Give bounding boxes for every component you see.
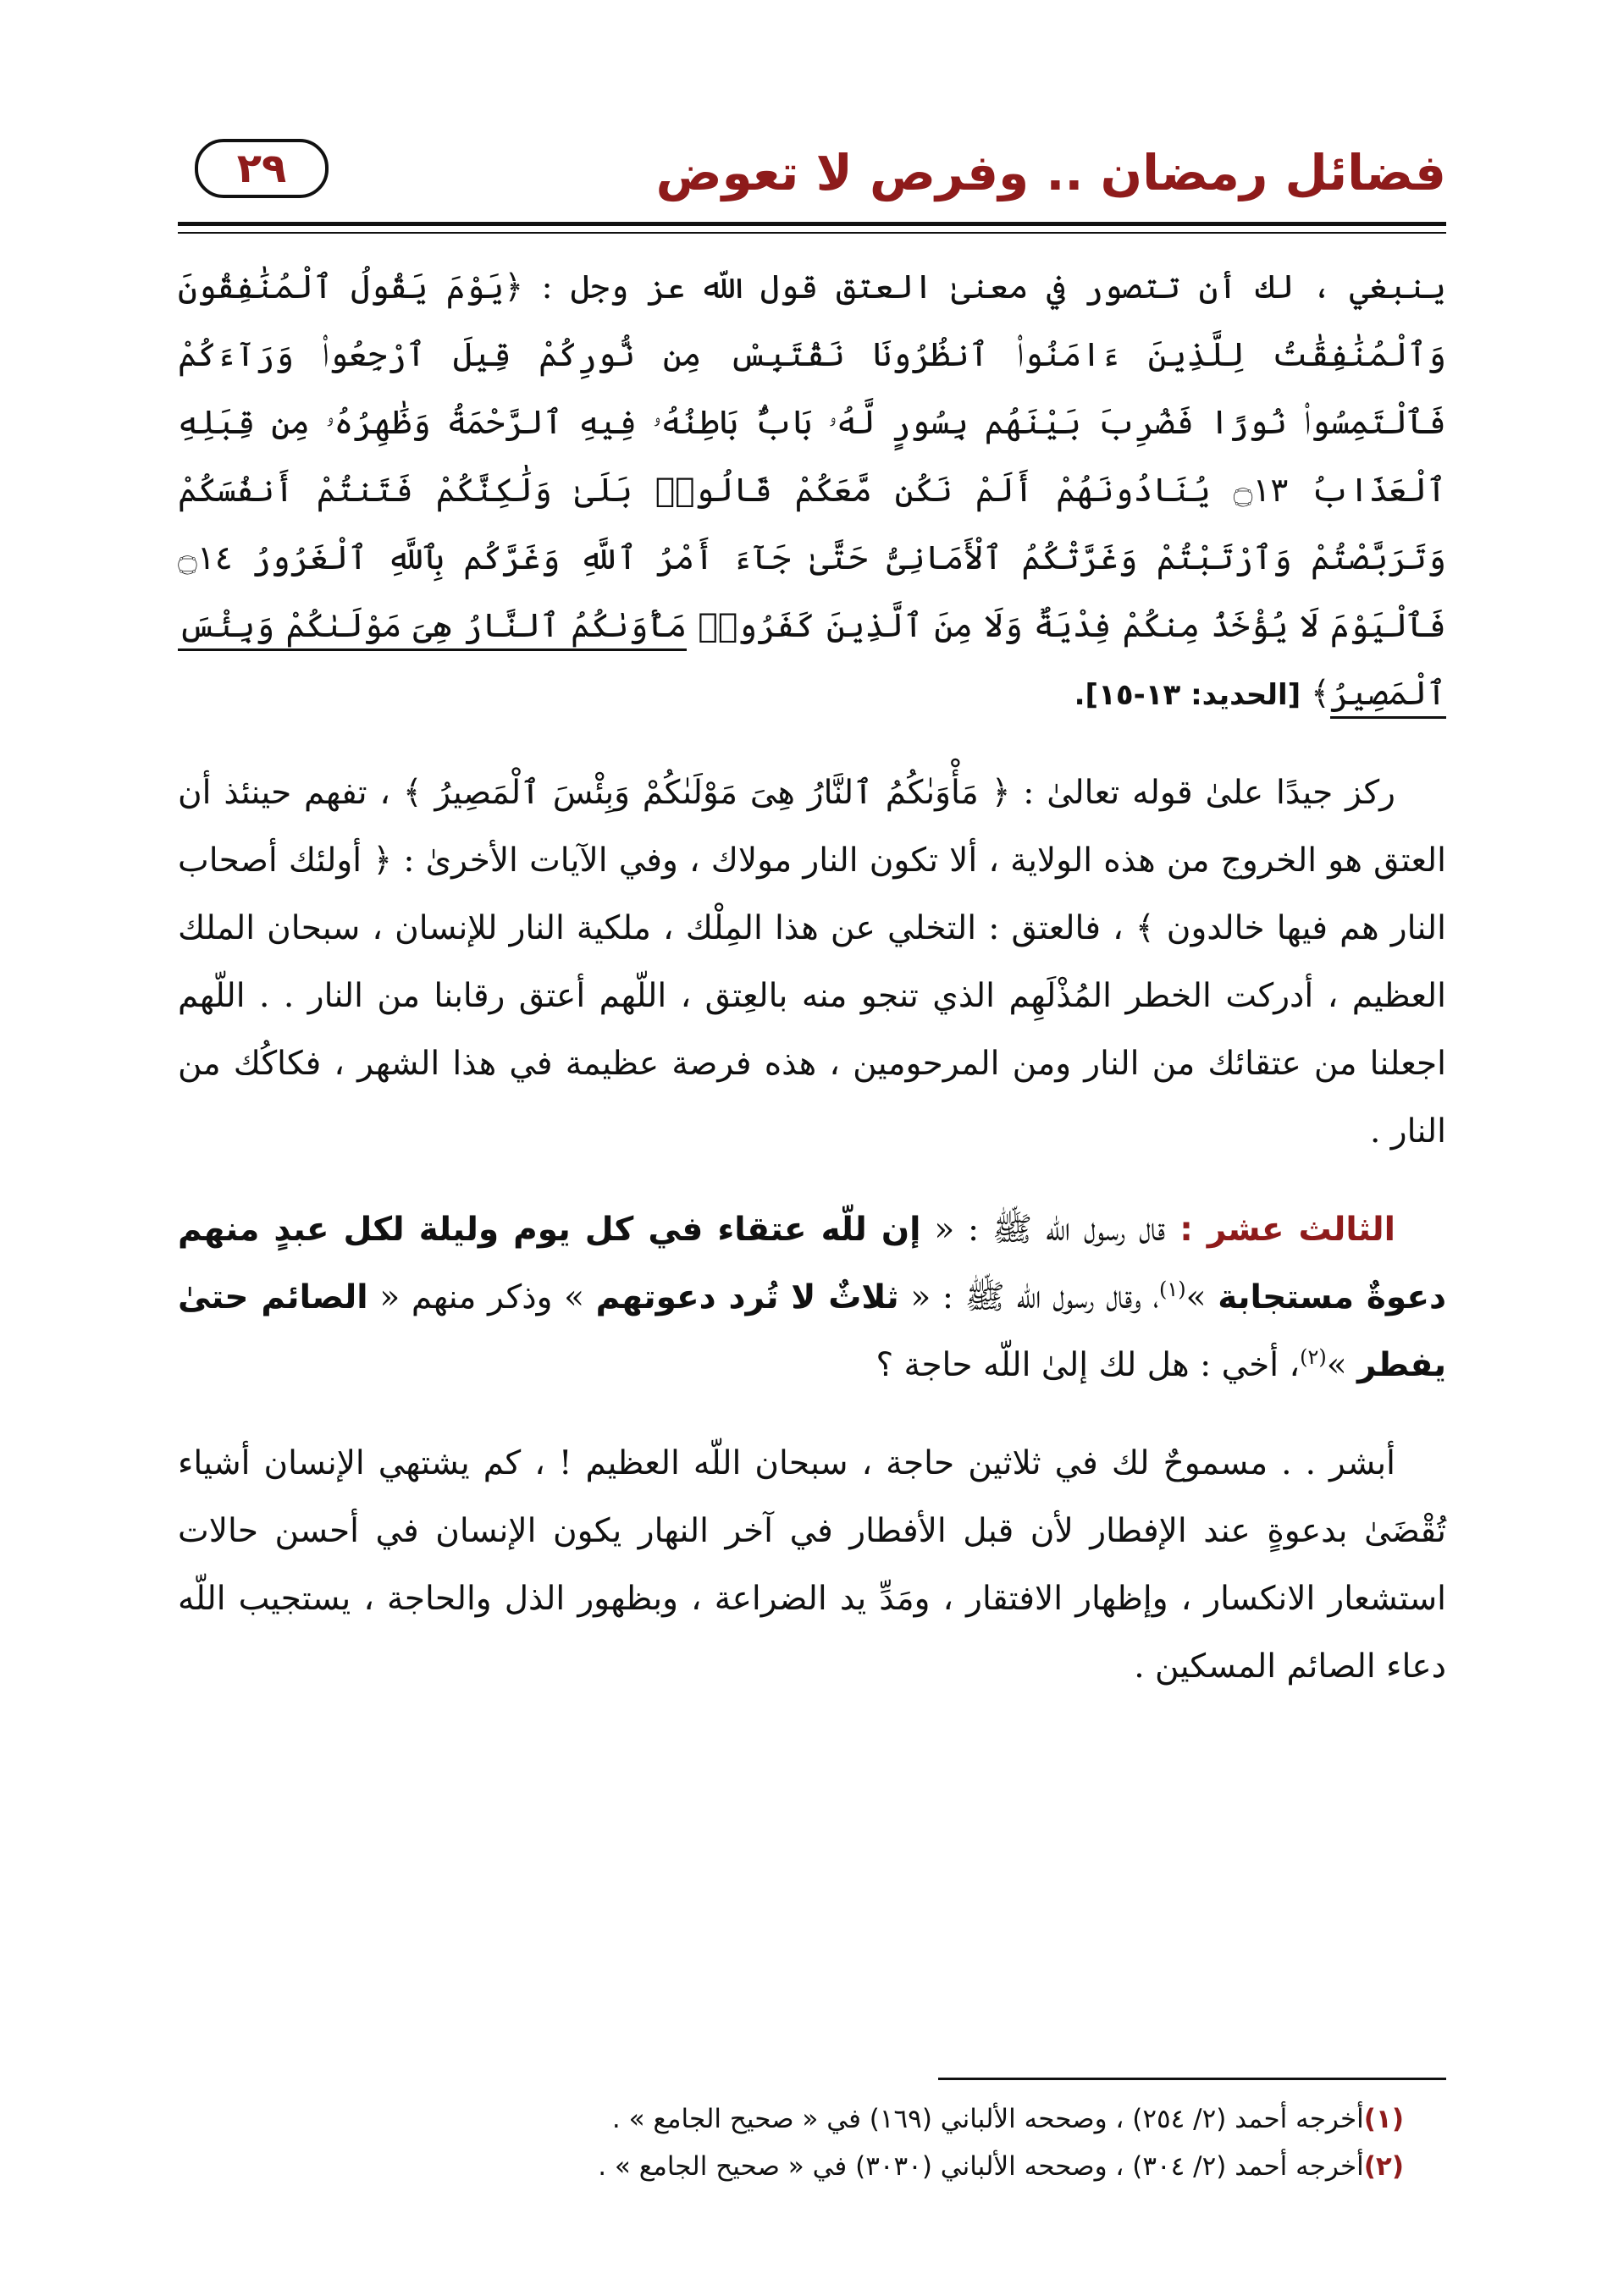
- surah-reference: [الحديد: ١٣-١٥].: [1074, 678, 1312, 712]
- footnotes-section: [178, 2095, 1404, 2190]
- header-rule-thin: [178, 232, 1446, 234]
- hadith-text-one: إن للّه عتقاء في كل يوم وليلة لكل عبدٍ منهم دعوةٌ مستجابة: [178, 1211, 1446, 1316]
- page-body: [178, 254, 1446, 1731]
- paragraph-intro: ينبغي ، لك أن تتصور في معنىٰ العتق قول اللّه عز وجل :: [523, 268, 1446, 306]
- running-title: فضائل رمضان .. وفرص لا تعوض: [655, 144, 1446, 201]
- section-lead-thirteenth: الثالث عشر :: [1165, 1211, 1396, 1249]
- closing-question: ، أخي : هل لك إلىٰ اللّه حاجة ؟: [876, 1346, 1301, 1384]
- footnote-number: (٢): [1363, 2151, 1404, 2182]
- hadith-intro-two: ، وقال رسول اللّه ﷺ : «: [898, 1278, 1160, 1316]
- paragraph-quran-citation: [178, 254, 1446, 729]
- quote-close-one: »: [1185, 1278, 1218, 1316]
- hadith-mention: » وذكر منهم «: [367, 1278, 596, 1316]
- hadith-text-two: ثلاثٌ لا تُرد دعوتهم: [595, 1278, 899, 1316]
- paragraph-thirteenth: [178, 1196, 1446, 1399]
- footnote-text: أخرجه أحمد (٢/ ٣٠٤) ، وصححه الألباني (٣٠٣٠) في « صحيح الجامع » .: [598, 2151, 1364, 2182]
- footnote-text: أخرجه أحمد (٢/ ٢٥٤) ، وصححه الألباني (١٦٩) في « صحيح الجامع » .: [611, 2104, 1364, 2134]
- footnote-divider: [938, 2078, 1446, 2080]
- quran-verse-text: ﴿يَوْمَ يَقُولُ ٱلْمُنَٰفِقُونَ وَٱلْمُنَٰفِقَٰتُ لِلَّذِينَ ءَامَنُوا۟ ٱنظُرُونَا نَقْتَبِسْ مِن نُّورِكُمْ قِيلَ ٱرْجِعُوا۟ وَرَآءَكُمْ فَٱلْتَمِسُوا۟ نُورًا فَضُرِبَ بَيْنَهُم بِسُورٍ لَّهُۥ بَابٌۢ بَاطِنُهُۥ فِيهِ ٱلرَّحْمَةُ وَظَٰهِرُهُۥ مِن قِبَلِهِ ٱلْعَذَابُ ۝١٣ يُنَادُونَهُمْ أَلَمْ نَكُن مَّعَكُمْ قَالُوا۟ بَلَىٰ وَلَٰكِنَّكُمْ فَتَنتُمْ أَنفُسَكُمْ وَتَرَبَّصْتُمْ وَٱرْتَبْتُمْ وَغَرَّتْكُمُ ٱلْأَمَانِىُّ حَتَّىٰ جَآءَ أَمْرُ ٱللَّهِ وَغَرَّكُم بِٱللَّهِ ٱلْغَرُورُ ۝١٤ فَٱلْيَوْمَ لَا يُؤْخَذُ مِنكُمْ فِدْيَةٌ وَلَا مِنَ ٱلَّذِينَ كَفَرُوا۟: [178, 268, 1446, 645]
- quote-close-two: »: [1326, 1346, 1358, 1384]
- footnote-item: [178, 2143, 1404, 2190]
- hadith-intro: قال رسول اللّه ﷺ : «: [920, 1211, 1166, 1249]
- quran-close-bracket: ﴾: [1311, 675, 1330, 713]
- paragraph-glad-tidings: أبشر . . مسموحٌ لك في ثلاثين حاجة ، سبحان اللّه العظيم ! ، كم يشتهي الإنسان أشياء تُقْضَىٰ بدعوةٍ عند الإفطار لأن قبل الأفطار في آخر النهار يكون الإنسان في أحسن حالات استشعار الانكسار ، وإظهار الافتقار ، ومَدِّ يد الضراعة ، وبظهور الذل والحاجة ، يستجيب اللّه دعاء الصائم المسكين .: [178, 1444, 1446, 1686]
- footnote-item: [178, 2095, 1404, 2143]
- paragraph-emancipation-meaning: ركز جيدًا علىٰ قوله تعالىٰ : ﴿ مَأْوَىٰكُمُ ٱلنَّارُ هِىَ مَوْلَىٰكُمْ وَبِئْسَ ٱلْمَصِيرُ ﴾ ، تفهم حينئذ أن العتق هو الخروج من هذه الولاية ، ألا تكون النار مولاك ، وفي الآيات الأخرىٰ : ﴿ أولئك أصحاب النار هم فيها خالدون ﴾ ، فالعتق : التخلي عن هذا المِلْك ، ملكية النار للإنسان ، سبحان الملك العظيم ، أدركت الخطر المُذْلَهِم الذي تنجو منه بالعِتق ، اللّهم أعتق رقابنا من النار . . اللّهم اجعلنا من عتقائك من النار ومن المرحومين ، هذه فرصة عظيمة في هذا الشهر ، فكاكُك من النار .: [178, 774, 1446, 1151]
- footnote-marker-1[interactable]: (١): [1159, 1278, 1186, 1301]
- quran-verse-underlined: مَأْوَىٰكُمُ ٱلنَّارُ هِىَ مَوْلَىٰكُمْ وَبِئْسَ ٱلْمَصِيرُ: [178, 607, 1446, 719]
- footnote-marker-2[interactable]: (٢): [1300, 1345, 1327, 1369]
- page-number: ٢٩: [195, 139, 329, 198]
- header-rule-thick: [178, 222, 1446, 226]
- footnote-number: (١): [1363, 2104, 1404, 2134]
- page-header: [178, 127, 1446, 220]
- hadith-text-three: الصائم حتىٰ يفطر: [178, 1278, 1446, 1384]
